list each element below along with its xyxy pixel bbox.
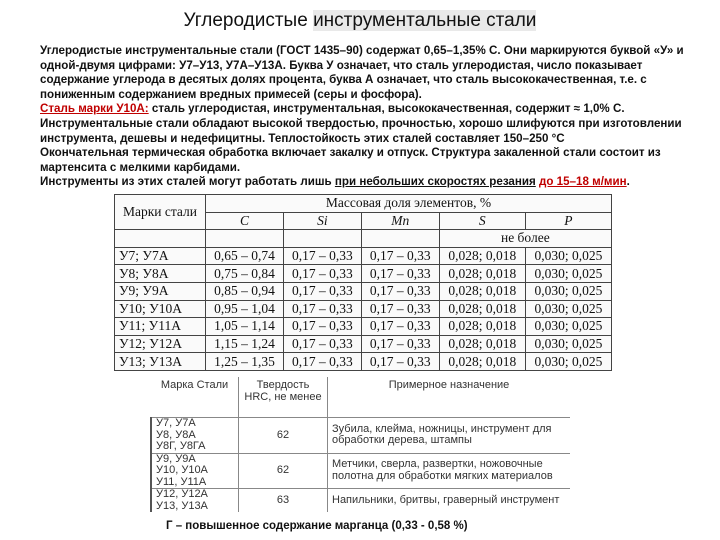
value-cell: 0,028; 0,018 [439, 318, 525, 336]
title-highlight: инструментальные стали [313, 10, 537, 31]
t2-grade-header: Марка Стали [151, 377, 239, 418]
hrc-cell: 63 [239, 489, 328, 513]
grade-cell: У9, У9А [151, 453, 239, 465]
value-cell: 1,05 – 1,14 [206, 318, 284, 336]
composition-row [115, 300, 612, 318]
value-cell: 0,17 – 0,33 [361, 265, 439, 283]
grade-cell: У9; У9А [115, 282, 206, 300]
composition-row [115, 335, 612, 353]
paragraph-intro: Углеродистые инструментальные стали (ГОСТ 1435–90) содержат 0,65–1,35% С. Они маркируются буквой «У» и одной-двумя цифрами: У7–У13, У7А–У13А. Буква У означает, что сталь углеродистая, число показывает содержание углерода в десятых долях процента, буква А означает, что сталь высококачественная, т.е. с пониженным содержанием вредных примесей (серы и фосфора). [40, 44, 684, 101]
value-cell: 0,17 – 0,33 [361, 247, 439, 265]
composition-rows [115, 247, 612, 370]
empty-cell [283, 230, 361, 248]
description-text [22, 44, 702, 190]
empty-cell [115, 230, 206, 248]
col-mn: Mn [361, 212, 439, 230]
t2-use-header: Примерное назначение [388, 379, 510, 391]
value-cell: 0,028; 0,018 [439, 335, 525, 353]
cutting-speed-link[interactable]: до 15–18 м/мин [539, 175, 627, 189]
composition-row [115, 282, 612, 300]
t2-hrc-header: Твердость HRC, не менее [239, 377, 328, 418]
hrc-cell: 62 [239, 418, 328, 454]
empty-cell [361, 230, 439, 248]
composition-row [115, 265, 612, 283]
value-cell: 0,75 – 0,84 [206, 265, 284, 283]
value-cell: 0,030; 0,025 [525, 282, 611, 300]
u10a-desc: сталь углеродистая, инструментальная, высококачественная, содержит ≈ 1,0% С. [148, 102, 625, 116]
no-more-label: не более [439, 230, 611, 248]
col-si: Si [283, 212, 361, 230]
value-cell: 0,030; 0,025 [525, 247, 611, 265]
composition-table [114, 194, 612, 371]
page-title [178, 8, 543, 34]
use-cell: Зубила, клейма, ножницы, инструмент для обработки дерева, штампы [328, 418, 571, 454]
value-cell: 0,028; 0,018 [439, 300, 525, 318]
paragraph-u10a [22, 102, 702, 117]
grade-header: Марки стали [115, 195, 206, 230]
cutting-end: . [626, 175, 630, 189]
value-cell: 0,17 – 0,33 [361, 300, 439, 318]
value-cell: 0,85 – 0,94 [206, 282, 284, 300]
value-cell: 0,030; 0,025 [525, 300, 611, 318]
paragraph-cutting [22, 175, 702, 190]
value-cell: 0,028; 0,018 [439, 282, 525, 300]
value-cell: 0,17 – 0,33 [283, 265, 361, 283]
value-cell: 0,17 – 0,33 [283, 353, 361, 371]
use-cell: Напильники, бритвы, граверный инструмент [328, 489, 571, 513]
grade-cell: У12, У12А [151, 489, 239, 501]
col-p: P [525, 212, 611, 230]
use-cell: Метчики, сверла, развертки, ножовочные полотна для обработки мягких материалов [328, 453, 571, 489]
grade-cell: У11; У11А [115, 318, 206, 336]
value-cell: 1,25 – 1,35 [206, 353, 284, 371]
cutting-speed-underline: при небольших скоростях резания [334, 175, 536, 189]
composition-row [115, 353, 612, 371]
value-cell: 0,17 – 0,33 [283, 318, 361, 336]
hardness-table [150, 377, 570, 512]
value-cell: 0,17 – 0,33 [361, 282, 439, 300]
u10a-link[interactable]: Сталь марки У10А: [40, 102, 149, 116]
composition-row [115, 247, 612, 265]
hardness-row [151, 453, 570, 465]
value-cell: 0,17 – 0,33 [283, 247, 361, 265]
value-cell: 0,028; 0,018 [439, 353, 525, 371]
value-cell: 0,030; 0,025 [525, 318, 611, 336]
grade-cell: У13; У13А [115, 353, 206, 371]
mass-fraction-header: Массовая доля элементов, % [206, 195, 612, 213]
footnote: Г – повышенное содержание марганца (0,33 - 0,58 %) [166, 520, 468, 532]
hrc-cell: 62 [239, 453, 328, 489]
grade-cell: У10; У10А [115, 300, 206, 318]
paragraph-properties: Инструментальные стали обладают высокой твердостью, прочностью, хорошо шлифуются при изготовлении инструмента, дешевы и недефицитны. Теплостойкость этих сталей составляет 150–250 °С [40, 116, 682, 145]
empty-cell [206, 230, 284, 248]
grade-cell: У8; У8А [115, 265, 206, 283]
cutting-text: Инструменты из этих сталей могут работать лишь [40, 175, 335, 189]
value-cell: 0,030; 0,025 [525, 265, 611, 283]
grade-cell: У7; У7А [115, 247, 206, 265]
value-cell: 0,028; 0,018 [439, 265, 525, 283]
value-cell: 0,030; 0,025 [525, 353, 611, 371]
grade-cell: У11, У11А [151, 477, 239, 489]
composition-row [115, 318, 612, 336]
title-part1: Углеродистые [183, 10, 314, 31]
value-cell: 0,65 – 0,74 [206, 247, 284, 265]
value-cell: 0,17 – 0,33 [361, 318, 439, 336]
value-cell: 0,17 – 0,33 [283, 282, 361, 300]
grade-cell: У10, У10А [151, 465, 239, 477]
hardness-row [151, 418, 570, 430]
page-title-wrap [0, 8, 720, 34]
value-cell: 0,95 – 1,04 [206, 300, 284, 318]
value-cell: 0,17 – 0,33 [361, 353, 439, 371]
hardness-rows [151, 418, 570, 513]
grade-cell: У8Г, У8ГА [151, 441, 239, 453]
col-s: S [439, 212, 525, 230]
value-cell: 0,17 – 0,33 [283, 335, 361, 353]
value-cell: 0,17 – 0,33 [361, 335, 439, 353]
grade-cell: У12; У12А [115, 335, 206, 353]
value-cell: 0,028; 0,018 [439, 247, 525, 265]
grade-cell: У13, У13А [151, 501, 239, 513]
value-cell: 0,030; 0,025 [525, 335, 611, 353]
col-c: C [206, 212, 284, 230]
grade-cell: У7, У7А [151, 418, 239, 430]
value-cell: 0,17 – 0,33 [283, 300, 361, 318]
grade-cell: У8, У8А [151, 430, 239, 442]
paragraph-heat-treatment: Окончательная термическая обработка включает закалку и отпуск. Структура закаленной стали состоит из мартенсита с мелкими карбидами. [40, 146, 661, 174]
value-cell: 1,15 – 1,24 [206, 335, 284, 353]
hardness-row [151, 489, 570, 501]
